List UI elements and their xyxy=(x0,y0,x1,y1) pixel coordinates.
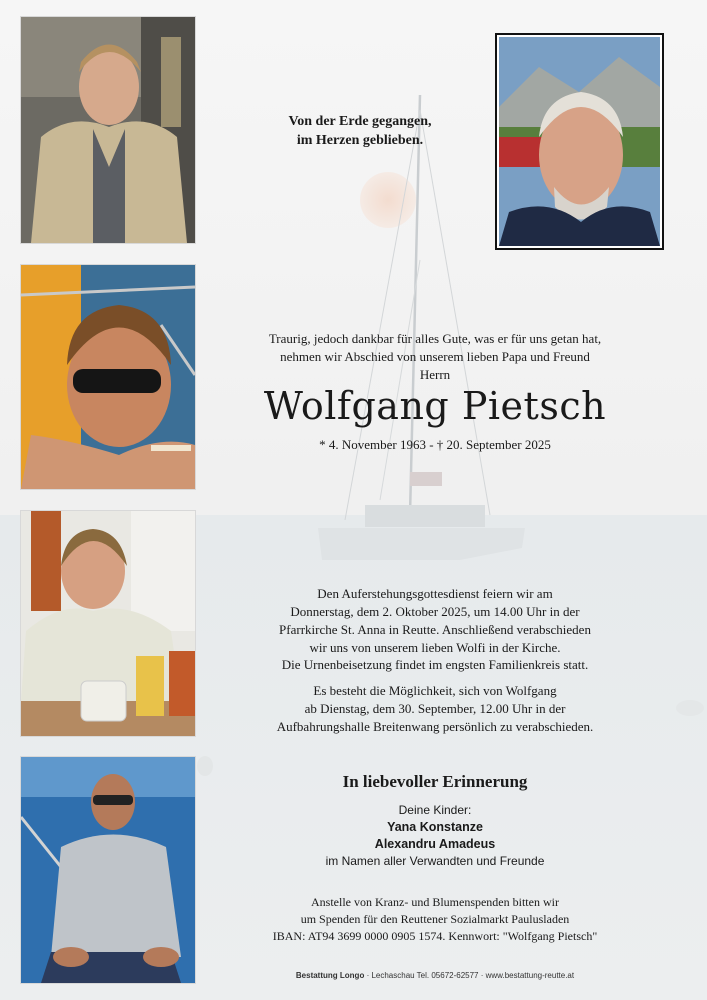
memorial-quote xyxy=(245,112,475,150)
relatives-note: im Namen aller Verwandten und Freunde xyxy=(325,854,545,868)
deceased-name: Wolfgang Pietsch xyxy=(263,384,607,428)
photo-table-drinks xyxy=(20,510,196,737)
viewing-line: Es besteht die Möglichkeit, sich von Wolfgang xyxy=(313,683,557,698)
service-line: Pfarrkirche St. Anna in Reutte. Anschließend verabschieden xyxy=(279,622,591,637)
photo-portrait-outdoor xyxy=(495,33,664,250)
viewing-line: Aufbahrungshalle Breitenwang persönlich zu verabschieden. xyxy=(276,719,594,734)
donation-line: um Spenden für den Reuttener Sozialmarkt Paulusladen xyxy=(300,912,570,926)
service-line: wir uns von unserem lieben Wolfi in der Kirche. xyxy=(309,640,561,655)
funeral-home-footer xyxy=(230,971,640,980)
intro-text xyxy=(230,330,640,384)
child-name: Alexandru Amadeus xyxy=(374,837,496,851)
funeral-home-contact: · Lechaschau Tel. 05672-62577 · www.bestattung-reutte.at xyxy=(366,971,575,980)
life-dates: * 4. November 1963 - † 20. September 2025 xyxy=(319,437,551,452)
child-name: Yana Konstanze xyxy=(387,820,483,834)
memory-heading: In liebevoller Erinnerung xyxy=(342,772,528,791)
service-line: Den Auferstehungsgottesdienst feiern wir am xyxy=(317,586,553,601)
urn-burial-info xyxy=(240,656,630,674)
photo-sitting-deck xyxy=(20,756,196,984)
quote-line: Von der Erde gegangen, xyxy=(288,114,432,129)
donation-line: Anstelle von Kranz- und Blumenspenden bitten wir xyxy=(311,895,559,909)
service-line: Donnerstag, dem 2. Oktober 2025, um 14.00 Uhr in der xyxy=(290,604,580,619)
viewing-line: ab Dienstag, dem 30. September, 12.00 Uhr in der xyxy=(304,701,566,716)
intro-line: Herrn xyxy=(419,367,451,382)
quote-line: im Herzen geblieben. xyxy=(296,133,424,148)
donation-request xyxy=(230,894,640,945)
funeral-home-name: Bestattung Longo xyxy=(295,971,365,980)
photo-sunglasses-boat xyxy=(20,264,196,490)
funeral-service-info xyxy=(240,585,630,657)
photo-portrait-workshop xyxy=(20,16,196,244)
intro-line: Traurig, jedoch dankbar für alles Gute, was er für uns getan hat, xyxy=(268,331,602,346)
urn-line: Die Urnenbeisetzung findet im engsten Familienkreis statt. xyxy=(281,657,589,672)
family-signers xyxy=(240,802,630,870)
children-label: Deine Kinder: xyxy=(398,803,472,817)
viewing-info xyxy=(240,682,630,736)
intro-line: nehmen wir Abschied von unserem lieben Papa und Freund xyxy=(280,349,590,364)
donation-line: IBAN: AT94 3699 0000 0905 1574. Kennwort: "Wolfgang Pietsch" xyxy=(272,929,598,943)
